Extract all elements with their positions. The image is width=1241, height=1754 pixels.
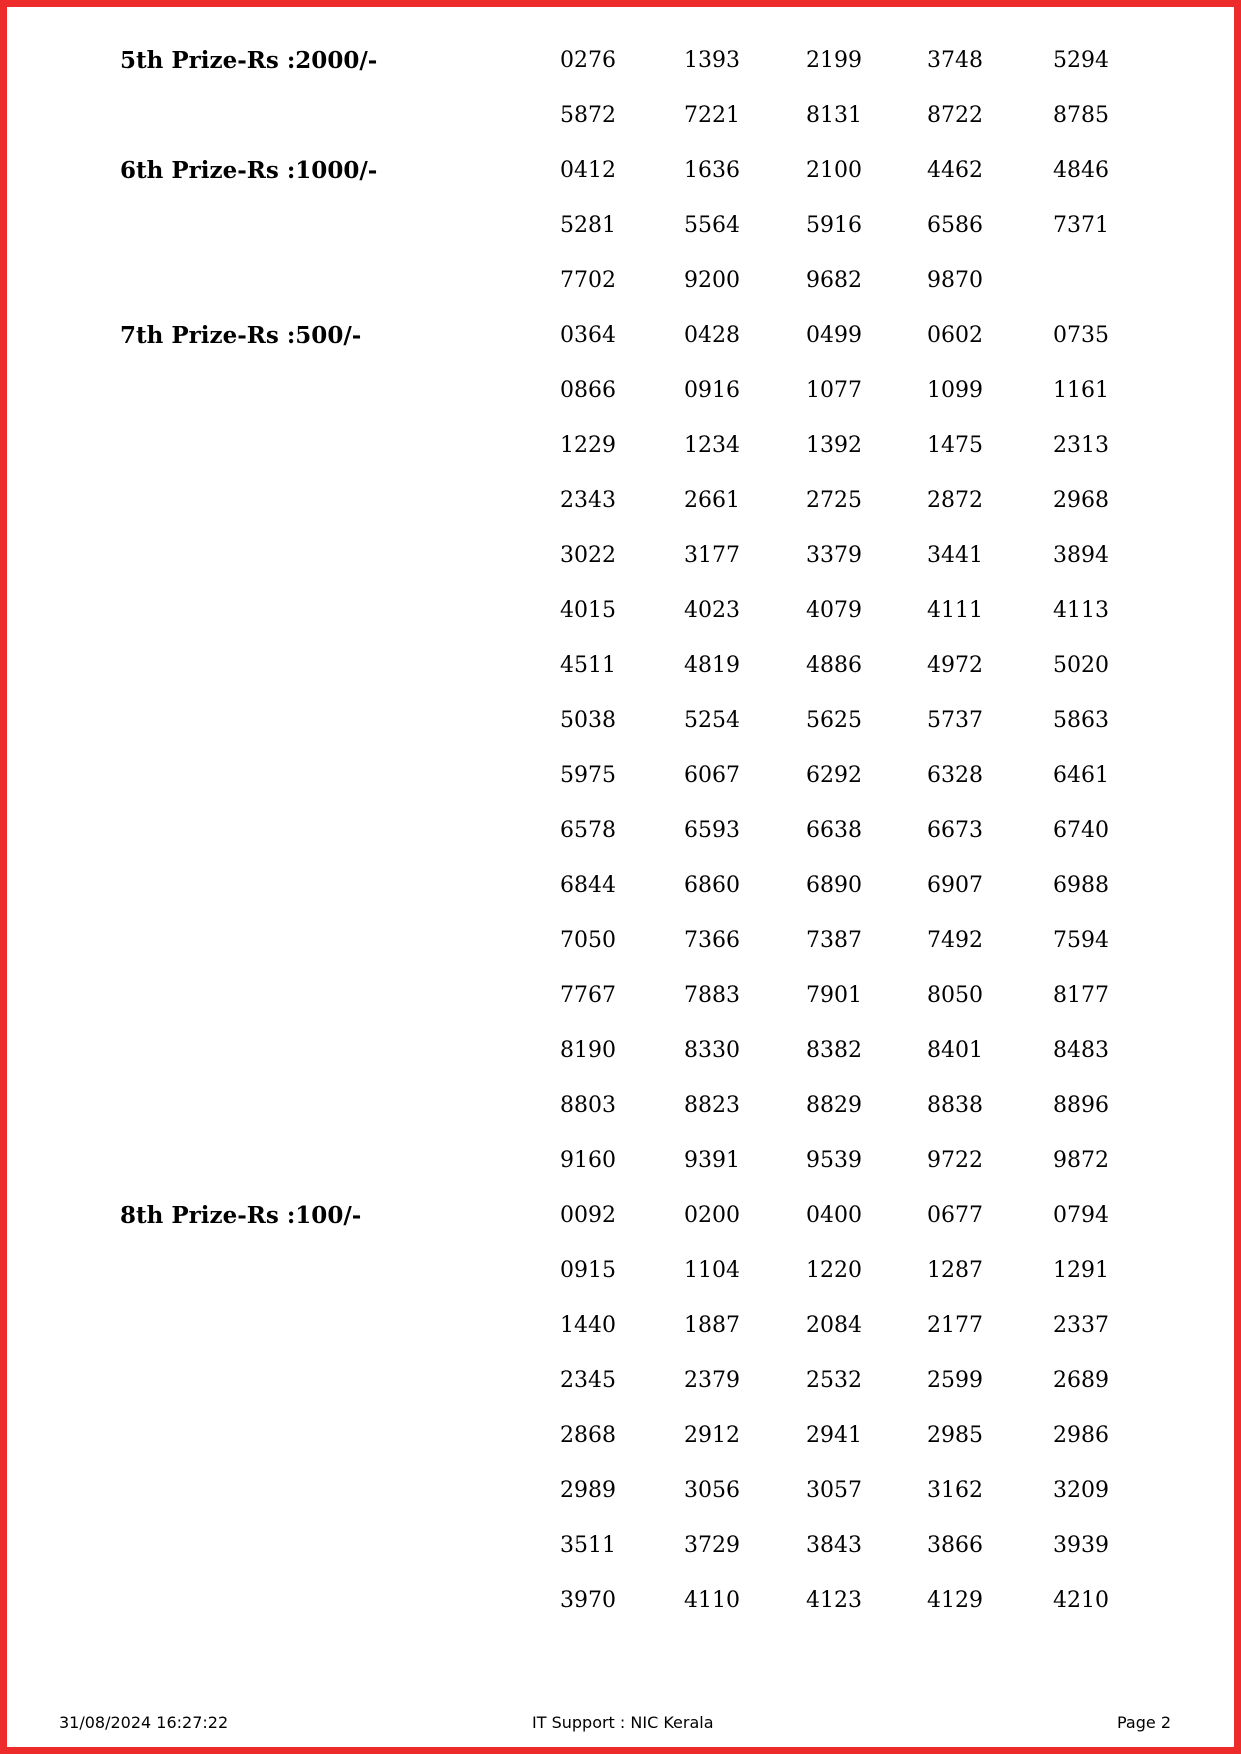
winning-number: 1475: [927, 433, 983, 458]
winning-number: 1887: [684, 1313, 740, 1338]
winning-number: 2100: [806, 158, 862, 183]
winning-number: 2345: [560, 1368, 616, 1393]
winning-number: 6578: [560, 818, 616, 843]
prize-row: [0, 423, 1241, 478]
winning-number: 1636: [684, 158, 740, 183]
prize-row: [0, 368, 1241, 423]
winning-number: 7366: [684, 928, 740, 953]
winning-number: 6067: [684, 763, 740, 788]
prize-row: [0, 533, 1241, 588]
prize-row: [0, 1468, 1241, 1523]
prize-row: [0, 1138, 1241, 1193]
winning-number: 4123: [806, 1588, 862, 1613]
winning-number: 8823: [684, 1093, 740, 1118]
winning-number: 1099: [927, 378, 983, 403]
winning-number: 0916: [684, 378, 740, 403]
winning-number: 5916: [806, 213, 862, 238]
winning-number: 1287: [927, 1258, 983, 1283]
winning-number: 4210: [1053, 1588, 1109, 1613]
winning-number: 3162: [927, 1478, 983, 1503]
winning-number: 4023: [684, 598, 740, 623]
winning-number: 2725: [806, 488, 862, 513]
winning-number: 0276: [560, 48, 616, 73]
winning-number: 8131: [806, 103, 862, 128]
winning-number: 6907: [927, 873, 983, 898]
prize-label: 6th Prize-Rs :1000/-: [120, 157, 378, 184]
winning-number: 5975: [560, 763, 616, 788]
winning-number: 9872: [1053, 1148, 1109, 1173]
winning-number: 2343: [560, 488, 616, 513]
prize-row: [0, 973, 1241, 1028]
winning-number: 1234: [684, 433, 740, 458]
winning-number: 2532: [806, 1368, 862, 1393]
winning-number: 2379: [684, 1368, 740, 1393]
winning-number: 4886: [806, 653, 862, 678]
winning-number: 8722: [927, 103, 983, 128]
winning-number: 2689: [1053, 1368, 1109, 1393]
prize-row: [0, 478, 1241, 533]
winning-number: 4110: [684, 1588, 740, 1613]
winning-number: 5872: [560, 103, 616, 128]
prize-row: [0, 918, 1241, 973]
winning-number: 4511: [560, 653, 616, 678]
prize-label: 5th Prize-Rs :2000/-: [120, 47, 378, 74]
winning-number: 0866: [560, 378, 616, 403]
winning-number: 6860: [684, 873, 740, 898]
winning-number: 6586: [927, 213, 983, 238]
prize-row: [0, 203, 1241, 258]
winning-number: 6638: [806, 818, 862, 843]
winning-number: 0602: [927, 323, 983, 348]
winning-number: 6461: [1053, 763, 1109, 788]
winning-number: 4079: [806, 598, 862, 623]
winning-number: 2084: [806, 1313, 862, 1338]
prize-row: [0, 1578, 1241, 1633]
winning-number: 9391: [684, 1148, 740, 1173]
prize-row: [0, 863, 1241, 918]
prize-row: [0, 698, 1241, 753]
winning-number: 2313: [1053, 433, 1109, 458]
winning-number: 5294: [1053, 48, 1109, 73]
winning-number: 8050: [927, 983, 983, 1008]
winning-number: 0735: [1053, 323, 1109, 348]
winning-number: 0092: [560, 1203, 616, 1228]
winning-number: 2941: [806, 1423, 862, 1448]
winning-number: 2177: [927, 1313, 983, 1338]
winning-number: 2989: [560, 1478, 616, 1503]
winning-number: 2912: [684, 1423, 740, 1448]
winning-number: 7594: [1053, 928, 1109, 953]
winning-number: 7221: [684, 103, 740, 128]
winning-number: 3177: [684, 543, 740, 568]
winning-number: 8803: [560, 1093, 616, 1118]
winning-number: 8838: [927, 1093, 983, 1118]
winning-number: 6844: [560, 873, 616, 898]
winning-number: 8785: [1053, 103, 1109, 128]
winning-number: 5038: [560, 708, 616, 733]
footer-timestamp: 31/08/2024 16:27:22: [59, 1713, 229, 1732]
winning-number: 2985: [927, 1423, 983, 1448]
winning-number: 2968: [1053, 488, 1109, 513]
winning-number: 2986: [1053, 1423, 1109, 1448]
winning-number: 0428: [684, 323, 740, 348]
winning-number: 0499: [806, 323, 862, 348]
winning-number: 0400: [806, 1203, 862, 1228]
prize-row: [0, 643, 1241, 698]
prize-row: [0, 1523, 1241, 1578]
winning-number: 8330: [684, 1038, 740, 1063]
prize-row: [0, 1248, 1241, 1303]
winning-number: 3939: [1053, 1533, 1109, 1558]
winning-number: 1220: [806, 1258, 862, 1283]
winning-number: 8483: [1053, 1038, 1109, 1063]
winning-number: 1161: [1053, 378, 1109, 403]
winning-number: 1393: [684, 48, 740, 73]
winning-number: 4819: [684, 653, 740, 678]
footer-page-number: Page 2: [1117, 1713, 1171, 1732]
prize-row: [0, 258, 1241, 313]
prize-row: [0, 1303, 1241, 1358]
prize-row: [0, 93, 1241, 148]
winning-number: 2337: [1053, 1313, 1109, 1338]
prize-row: [0, 1193, 1241, 1248]
prize-row: [0, 808, 1241, 863]
winning-number: 9722: [927, 1148, 983, 1173]
winning-number: 5863: [1053, 708, 1109, 733]
winning-number: 5737: [927, 708, 983, 733]
prize-row: [0, 1083, 1241, 1138]
winning-number: 7901: [806, 983, 862, 1008]
winning-number: 0794: [1053, 1203, 1109, 1228]
winning-number: 9682: [806, 268, 862, 293]
winning-number: 0915: [560, 1258, 616, 1283]
winning-number: 4462: [927, 158, 983, 183]
prize-row: [0, 1358, 1241, 1413]
winning-number: 7371: [1053, 213, 1109, 238]
winning-number: 6890: [806, 873, 862, 898]
winning-number: 0677: [927, 1203, 983, 1228]
winning-number: 5564: [684, 213, 740, 238]
prize-row: [0, 38, 1241, 93]
winning-number: 3209: [1053, 1478, 1109, 1503]
winning-number: 3441: [927, 543, 983, 568]
winning-number: 7767: [560, 983, 616, 1008]
winning-number: 7702: [560, 268, 616, 293]
winning-number: 3511: [560, 1533, 616, 1558]
winning-number: 2199: [806, 48, 862, 73]
winning-number: 0200: [684, 1203, 740, 1228]
prize-row: [0, 1028, 1241, 1083]
winning-number: 2599: [927, 1368, 983, 1393]
winning-number: 6988: [1053, 873, 1109, 898]
winning-number: 3894: [1053, 543, 1109, 568]
winning-number: 8190: [560, 1038, 616, 1063]
prize-row: [0, 1413, 1241, 1468]
winning-number: 4846: [1053, 158, 1109, 183]
winning-number: 7492: [927, 928, 983, 953]
winning-number: 4111: [927, 598, 983, 623]
winning-number: 9539: [806, 1148, 862, 1173]
winning-number: 7387: [806, 928, 862, 953]
prize-row: [0, 588, 1241, 643]
winning-number: 4129: [927, 1588, 983, 1613]
winning-number: 8829: [806, 1093, 862, 1118]
winning-number: 3022: [560, 543, 616, 568]
winning-number: 3729: [684, 1533, 740, 1558]
winning-number: 0364: [560, 323, 616, 348]
prize-label: 8th Prize-Rs :100/-: [120, 1202, 362, 1229]
winning-number: 0412: [560, 158, 616, 183]
winning-number: 2872: [927, 488, 983, 513]
winning-number: 3056: [684, 1478, 740, 1503]
winning-number: 5625: [806, 708, 862, 733]
prize-row: [0, 313, 1241, 368]
winning-number: 1229: [560, 433, 616, 458]
prize-results: [0, 38, 1241, 1633]
winning-number: 9870: [927, 268, 983, 293]
winning-number: 8401: [927, 1038, 983, 1063]
winning-number: 2868: [560, 1423, 616, 1448]
winning-number: 3970: [560, 1588, 616, 1613]
winning-number: 3748: [927, 48, 983, 73]
winning-number: 7883: [684, 983, 740, 1008]
prize-label: 7th Prize-Rs :500/-: [120, 322, 362, 349]
winning-number: 8177: [1053, 983, 1109, 1008]
winning-number: 6593: [684, 818, 740, 843]
winning-number: 9160: [560, 1148, 616, 1173]
winning-number: 9200: [684, 268, 740, 293]
winning-number: 1104: [684, 1258, 740, 1283]
winning-number: 4972: [927, 653, 983, 678]
winning-number: 1392: [806, 433, 862, 458]
winning-number: 6328: [927, 763, 983, 788]
winning-number: 7050: [560, 928, 616, 953]
winning-number: 2661: [684, 488, 740, 513]
winning-number: 1077: [806, 378, 862, 403]
winning-number: 5281: [560, 213, 616, 238]
winning-number: 3843: [806, 1533, 862, 1558]
winning-number: 3057: [806, 1478, 862, 1503]
winning-number: 5254: [684, 708, 740, 733]
prize-row: [0, 753, 1241, 808]
page-footer: [0, 1713, 1241, 1737]
winning-number: 8896: [1053, 1093, 1109, 1118]
winning-number: 3866: [927, 1533, 983, 1558]
winning-number: 5020: [1053, 653, 1109, 678]
winning-number: 1440: [560, 1313, 616, 1338]
winning-number: 4113: [1053, 598, 1109, 623]
winning-number: 1291: [1053, 1258, 1109, 1283]
winning-number: 6740: [1053, 818, 1109, 843]
footer-support: IT Support : NIC Kerala: [532, 1713, 714, 1732]
winning-number: 4015: [560, 598, 616, 623]
prize-row: [0, 148, 1241, 203]
winning-number: 6673: [927, 818, 983, 843]
winning-number: 3379: [806, 543, 862, 568]
winning-number: 6292: [806, 763, 862, 788]
winning-number: 8382: [806, 1038, 862, 1063]
